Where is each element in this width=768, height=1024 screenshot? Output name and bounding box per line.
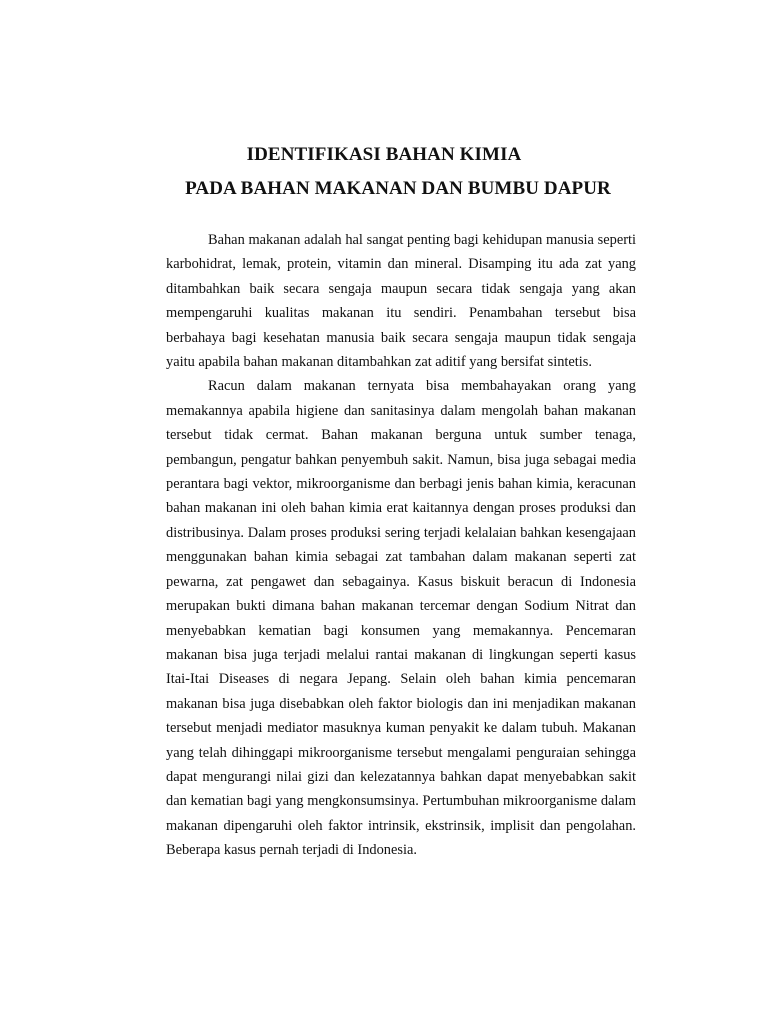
title-line-1: IDENTIFIKASI BAHAN KIMIA	[246, 144, 522, 165]
title-line-2: PADA BAHAN MAKANAN DAN BUMBU DAPUR	[185, 178, 611, 199]
document-body	[166, 228, 636, 863]
paragraph-1: Bahan makanan adalah hal sangat penting bagi kehidupan manusia seperti karbohidrat, lemak, protein, vitamin dan mineral. Disamping itu ada zat yang ditambahkan baik secara sengaja maupun secara tidak sengaja yang akan mempengaruhi kualitas makanan itu sendiri. Penambahan tersebut bisa berbahaya bagi kesehatan manusia baik secara sengaja maupun tidak sengaja yaitu apabila bahan makanan ditambahkan zat aditif yang bersifat sintetis.	[166, 232, 636, 371]
paragraph-2: Racun dalam makanan ternyata bisa membahayakan orang yang memakannya apabila higiene dan sanitasinya dalam mengolah bahan makanan tersebut tidak cermat. Bahan makanan berguna untuk sumber tenaga, pembangun, pengatur bahkan penyembuh sakit. Namun, bisa juga sebagai media perantara bagi vektor, mikroorganisme dan berbagi jenis bahan kimia, keracunan bahan makanan ini oleh bahan kimia erat kaitannya dengan proses produksi dan distribusinya. Dalam proses produksi sering terjadi kelalaian bahkan kesengajaan menggunakan bahan kimia sebagai zat tambahan dalam makanan seperti zat pewarna, zat pengawet dan sebagainya. Kasus biskuit beracun di Indonesia merupakan bukti dimana bahan makanan tercemar dengan Sodium Nitrat dan menyebabkan kematian bagi konsumen yang memakannya. Pencemaran makanan bisa juga terjadi melalui rantai makanan di lingkungan seperti kasus Itai-Itai Diseases di negara Jepang. Selain oleh bahan kimia pencemaran makanan bisa juga disebabkan oleh faktor biologis dan ini menjadikan makanan tersebut menjadi mediator masuknya kuman penyakit ke dalam tubuh. Makanan yang telah dihinggapi mikroorganisme tersebut mengalami penguraian sehingga dapat mengurangi nilai gizi dan kelezatannya bahkan dapat menyebabkan sakit dan kematian bagi yang mengkonsumsinya. Pertumbuhan mikroorganisme dalam makanan dipengaruhi oleh faktor intrinsik, ekstrinsik, implisit dan pengolahan. Beberapa kasus pernah terjadi di Indonesia.	[166, 378, 636, 859]
document-title	[0, 138, 768, 206]
